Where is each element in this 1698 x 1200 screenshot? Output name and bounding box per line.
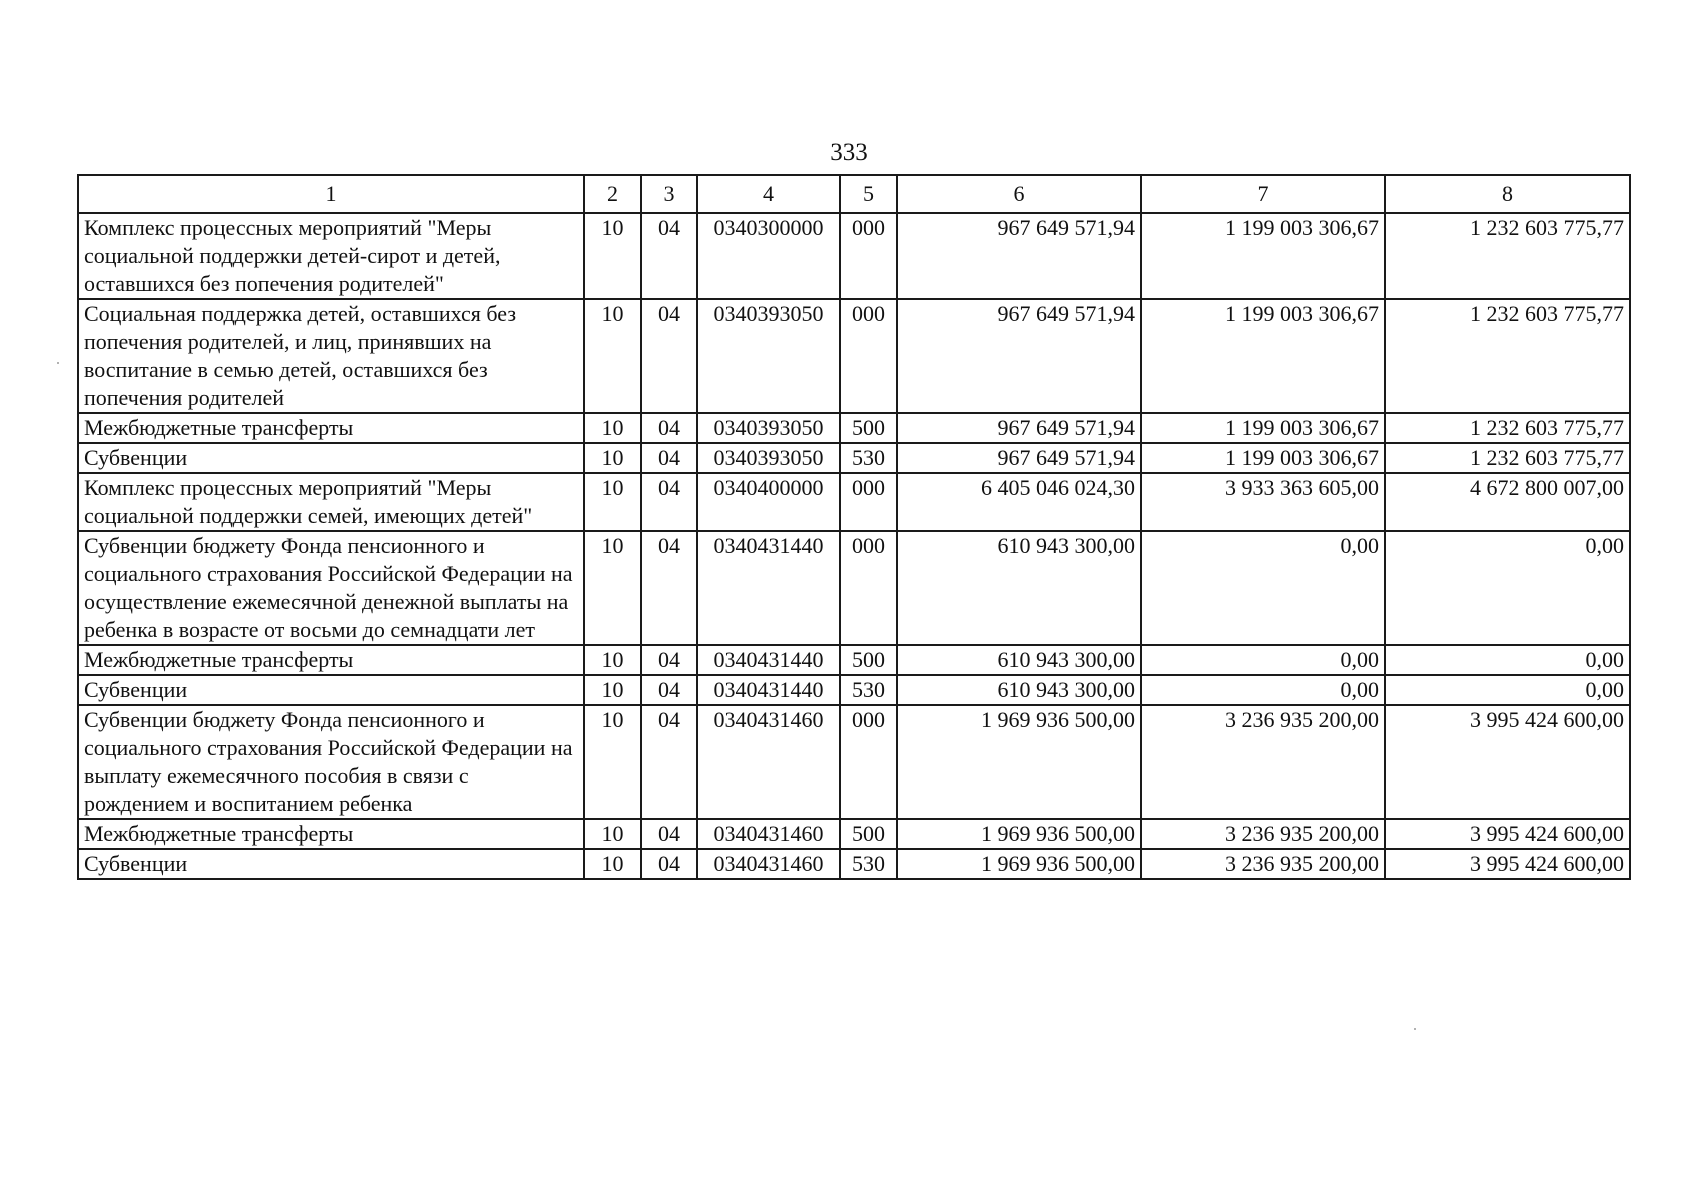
- column-header: 6: [897, 175, 1141, 213]
- target-article-code: 0340393050: [697, 443, 840, 473]
- column-header: 5: [840, 175, 897, 213]
- amount-col-6: 967 649 571,94: [897, 443, 1141, 473]
- table-row: [78, 675, 1630, 705]
- amount-col-8: 0,00: [1385, 531, 1630, 645]
- amount-col-6: 967 649 571,94: [897, 213, 1141, 299]
- amount-col-7: 1 199 003 306,67: [1141, 413, 1385, 443]
- expense-type-code: 000: [840, 705, 897, 819]
- amount-col-8: 3 995 424 600,00: [1385, 705, 1630, 819]
- subsection-code: 04: [641, 531, 697, 645]
- column-header: 2: [584, 175, 641, 213]
- amount-col-6: 967 649 571,94: [897, 413, 1141, 443]
- target-article-code: 0340400000: [697, 473, 840, 531]
- row-name: Субвенции: [78, 675, 584, 705]
- section-code: 10: [584, 413, 641, 443]
- table-row: [78, 531, 1630, 645]
- target-article-code: 0340431460: [697, 705, 840, 819]
- amount-col-6: 967 649 571,94: [897, 299, 1141, 413]
- amount-col-8: 3 995 424 600,00: [1385, 849, 1630, 879]
- scan-speck: [1414, 1028, 1416, 1030]
- amount-col-6: 610 943 300,00: [897, 675, 1141, 705]
- subsection-code: 04: [641, 849, 697, 879]
- amount-col-8: 1 232 603 775,77: [1385, 299, 1630, 413]
- amount-col-8: 0,00: [1385, 645, 1630, 675]
- row-name: Социальная поддержка детей, оставшихся без попечения родителей, и лиц, принявших на воспитание в семью детей, оставшихся без попечения родителей: [78, 299, 584, 413]
- row-name: Субвенции: [78, 849, 584, 879]
- row-name: Комплекс процессных мероприятий "Меры социальной поддержки детей-сирот и детей, оставшихся без попечения родителей": [78, 213, 584, 299]
- budget-table: [77, 174, 1631, 880]
- expense-type-code: 500: [840, 819, 897, 849]
- target-article-code: 0340431460: [697, 819, 840, 849]
- amount-col-7: 1 199 003 306,67: [1141, 213, 1385, 299]
- expense-type-code: 000: [840, 299, 897, 413]
- column-header: 7: [1141, 175, 1385, 213]
- amount-col-6: 1 969 936 500,00: [897, 849, 1141, 879]
- row-name: Межбюджетные трансферты: [78, 819, 584, 849]
- target-article-code: 0340393050: [697, 413, 840, 443]
- row-name: Межбюджетные трансферты: [78, 413, 584, 443]
- target-article-code: 0340431460: [697, 849, 840, 879]
- section-code: 10: [584, 849, 641, 879]
- section-code: 10: [584, 675, 641, 705]
- section-code: 10: [584, 443, 641, 473]
- amount-col-6: 610 943 300,00: [897, 645, 1141, 675]
- subsection-code: 04: [641, 443, 697, 473]
- target-article-code: 0340300000: [697, 213, 840, 299]
- target-article-code: 0340431440: [697, 645, 840, 675]
- amount-col-8: 3 995 424 600,00: [1385, 819, 1630, 849]
- target-article-code: 0340431440: [697, 531, 840, 645]
- subsection-code: 04: [641, 705, 697, 819]
- amount-col-7: 0,00: [1141, 645, 1385, 675]
- table-row: [78, 473, 1630, 531]
- table-row: [78, 413, 1630, 443]
- table-row: [78, 213, 1630, 299]
- amount-col-8: 1 232 603 775,77: [1385, 213, 1630, 299]
- column-header: 8: [1385, 175, 1630, 213]
- section-code: 10: [584, 473, 641, 531]
- amount-col-7: 3 236 935 200,00: [1141, 849, 1385, 879]
- column-header: 3: [641, 175, 697, 213]
- table-row: [78, 443, 1630, 473]
- column-number-row: [78, 175, 1630, 213]
- amount-col-7: 0,00: [1141, 675, 1385, 705]
- subsection-code: 04: [641, 473, 697, 531]
- amount-col-7: 3 933 363 605,00: [1141, 473, 1385, 531]
- subsection-code: 04: [641, 299, 697, 413]
- subsection-code: 04: [641, 213, 697, 299]
- expense-type-code: 530: [840, 443, 897, 473]
- section-code: 10: [584, 645, 641, 675]
- subsection-code: 04: [641, 645, 697, 675]
- table-row: [78, 705, 1630, 819]
- section-code: 10: [584, 819, 641, 849]
- table-row: [78, 849, 1630, 879]
- row-name: Субвенции бюджету Фонда пенсионного и социального страхования Российской Федерации на осуществление ежемесячной денежной выплаты на ребенка в возрасте от восьми до семнадцати лет: [78, 531, 584, 645]
- amount-col-6: 1 969 936 500,00: [897, 819, 1141, 849]
- amount-col-8: 4 672 800 007,00: [1385, 473, 1630, 531]
- amount-col-7: 1 199 003 306,67: [1141, 299, 1385, 413]
- section-code: 10: [584, 705, 641, 819]
- table-row: [78, 299, 1630, 413]
- page-number: 333: [830, 139, 868, 166]
- subsection-code: 04: [641, 413, 697, 443]
- amount-col-8: 1 232 603 775,77: [1385, 443, 1630, 473]
- amount-col-6: 6 405 046 024,30: [897, 473, 1141, 531]
- section-code: 10: [584, 299, 641, 413]
- expense-type-code: 000: [840, 473, 897, 531]
- column-header: 4: [697, 175, 840, 213]
- column-header: 1: [78, 175, 584, 213]
- amount-col-6: 1 969 936 500,00: [897, 705, 1141, 819]
- expense-type-code: 000: [840, 531, 897, 645]
- amount-col-8: 0,00: [1385, 675, 1630, 705]
- expense-type-code: 000: [840, 213, 897, 299]
- row-name: Межбюджетные трансферты: [78, 645, 584, 675]
- amount-col-7: 0,00: [1141, 531, 1385, 645]
- row-name: Субвенции бюджету Фонда пенсионного и социального страхования Российской Федерации на выплату ежемесячного пособия в связи с рождением и воспитанием ребенка: [78, 705, 584, 819]
- row-name: Субвенции: [78, 443, 584, 473]
- section-code: 10: [584, 213, 641, 299]
- scan-speck: [57, 362, 59, 364]
- subsection-code: 04: [641, 819, 697, 849]
- subsection-code: 04: [641, 675, 697, 705]
- expense-type-code: 530: [840, 849, 897, 879]
- expense-type-code: 530: [840, 675, 897, 705]
- amount-col-7: 1 199 003 306,67: [1141, 443, 1385, 473]
- target-article-code: 0340431440: [697, 675, 840, 705]
- amount-col-7: 3 236 935 200,00: [1141, 705, 1385, 819]
- table-row: [78, 645, 1630, 675]
- amount-col-6: 610 943 300,00: [897, 531, 1141, 645]
- expense-type-code: 500: [840, 413, 897, 443]
- amount-col-7: 3 236 935 200,00: [1141, 819, 1385, 849]
- row-name: Комплекс процессных мероприятий "Меры социальной поддержки семей, имеющих детей": [78, 473, 584, 531]
- amount-col-8: 1 232 603 775,77: [1385, 413, 1630, 443]
- section-code: 10: [584, 531, 641, 645]
- expense-type-code: 500: [840, 645, 897, 675]
- target-article-code: 0340393050: [697, 299, 840, 413]
- table-row: [78, 819, 1630, 849]
